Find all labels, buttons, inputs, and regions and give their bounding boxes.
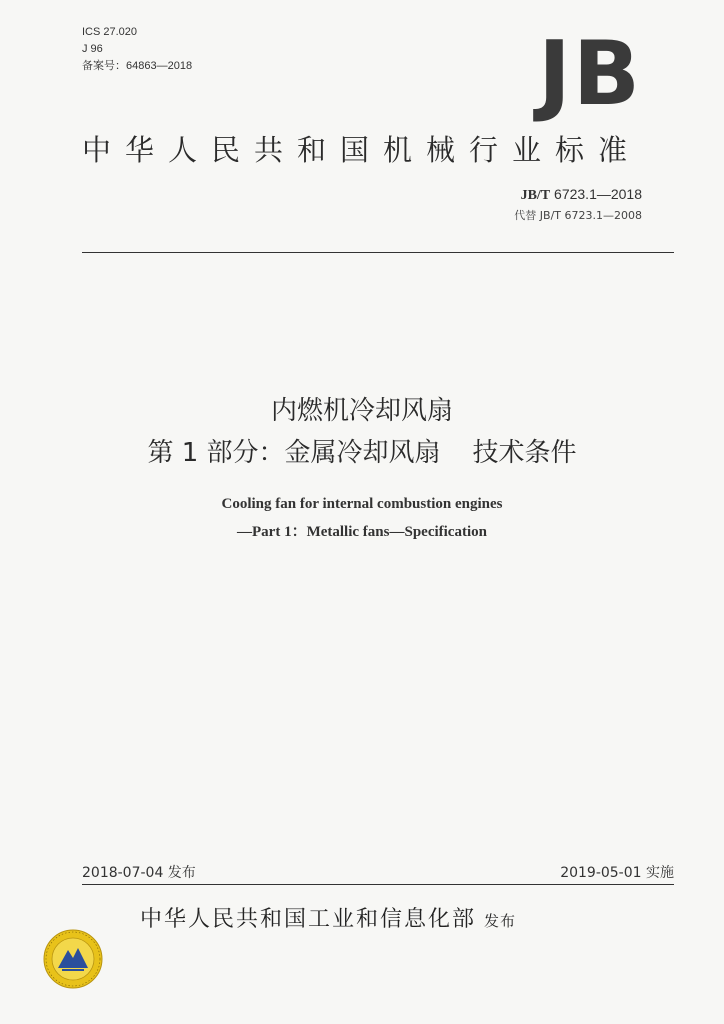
jb-logo: JB (538, 22, 642, 125)
title-cn-part: 第 1 部分：金属冷却风扇 (147, 438, 441, 468)
replaces-standard: 代替 JB/T 6723.1—2008 (514, 209, 642, 222)
ccs-code: J 96 (82, 43, 103, 55)
ministry-seal-icon (42, 928, 104, 990)
footer-divider (82, 884, 674, 885)
title-cn-spec: 技术条件 (472, 438, 577, 468)
standard-number (521, 186, 642, 204)
title-cn-line1: 内燃机冷却风扇 (270, 396, 453, 426)
implementation-date: 2019-05-01 实施 (560, 865, 674, 881)
title-en-line1: Cooling fan for internal combustion engines (221, 496, 503, 512)
title-cn-line2 (0, 432, 724, 469)
standard-category-title: 中华人民共和国机械行业标准 (82, 133, 642, 167)
classification-block (82, 24, 192, 75)
title-en-line2: —Part 1：Metallic fans—Specification (237, 524, 487, 540)
publisher (140, 902, 516, 933)
ics-code: ICS 27.020 (82, 26, 138, 38)
standard-code: JB/T (520, 188, 551, 203)
issue-date: 2018-07-04 发布 (82, 865, 196, 881)
publisher-action: 发布 (484, 912, 517, 930)
record-number: 备案号：64863—2018 (82, 60, 193, 72)
header-divider (82, 252, 674, 253)
publisher-name: 中华人民共和国工业和信息化部 (140, 907, 477, 932)
standard-number-value: 6723.1—2018 (554, 186, 642, 202)
